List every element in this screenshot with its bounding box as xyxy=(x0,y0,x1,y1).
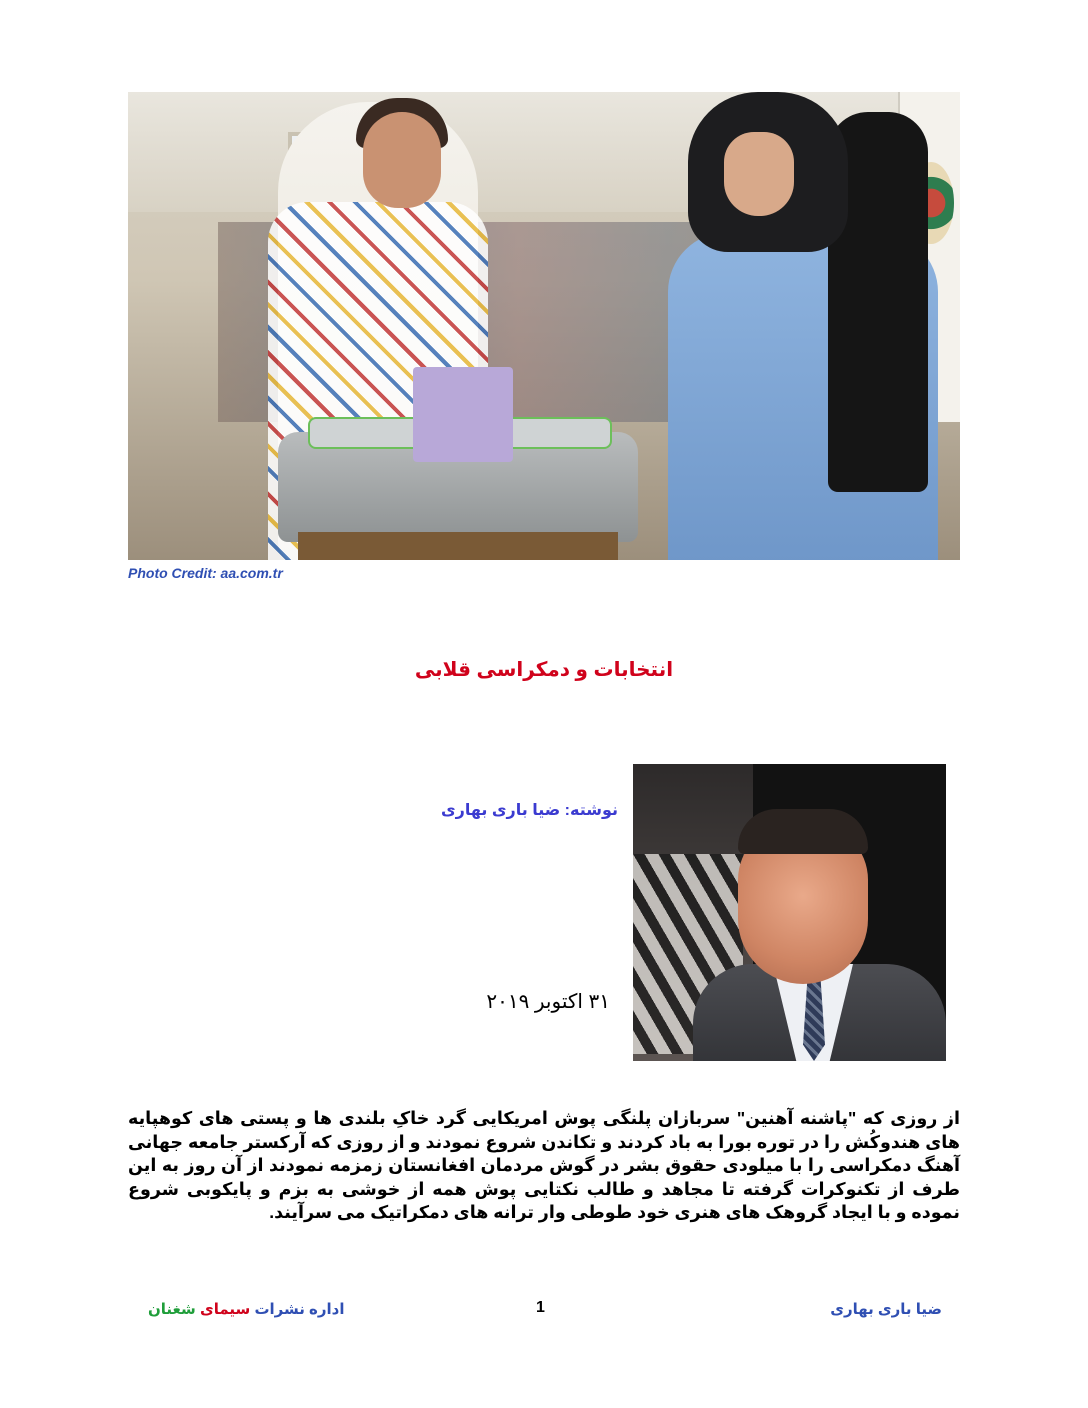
footer-org xyxy=(148,1300,345,1318)
article-body: از روزی که "پاشنه آهنین" سربازان پلنگی پوش امریکایی گرد خاکِ بلندی ها و پستی های کوهپایه های هندوکُش را در توره بورا به باد کردند و تکاندن شروع نمودند و از روزی که آرکستر جامعه جهانی آهنگ دمکراسی را با میلودی حقوق بشر در گوش مردمان افغانستان زمزمه نمودند از آن روز به این طرف از تکنوکرات گرفته تا مجاهد و طالب نکتایی پوش همه از خوشی به بزم و پایکوبی شروع نموده و با ایجاد گروهک های هنری خود طوطی وار ترانه های دمکراتیک می سرآیند. xyxy=(128,1108,960,1222)
footer-org-suffix: شغنان xyxy=(148,1301,196,1318)
hero-photo xyxy=(128,92,960,560)
article-date: ۳۱ اکتوبر ۲۰۱۹ xyxy=(486,991,610,1013)
article-title: انتخابات و دمکراسی قلابی xyxy=(414,659,674,681)
author-portrait xyxy=(633,764,946,1061)
footer-author: ضیا باری بهاری xyxy=(830,1301,942,1318)
footer-org-mid: سیمای xyxy=(199,1301,251,1318)
page-number: 1 xyxy=(536,1299,545,1316)
photo-credit: Photo Credit: aa.com.tr xyxy=(128,565,283,581)
footer-org-prefix: اداره نشرات xyxy=(254,1301,345,1318)
author-line: نوشته: ضیا باری بهاری xyxy=(440,802,618,819)
